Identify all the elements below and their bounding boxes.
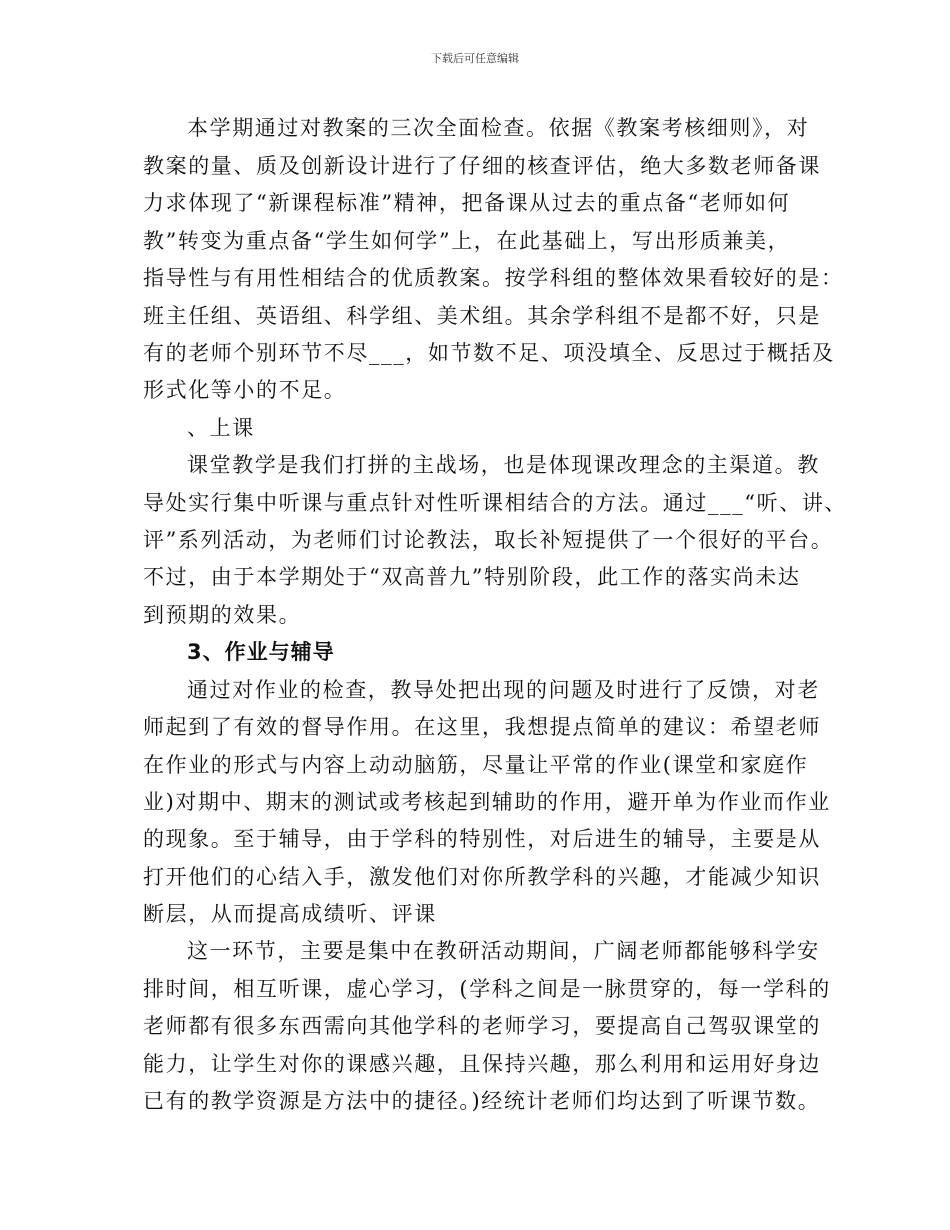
paragraph-line: 导处实行集中听课与重点针对性听课相结合的方法。通过___“听、讲、 (143, 491, 848, 515)
paragraph-line: 的现象。至于辅导，由于学科的特别性，对后进生的辅导，主要是从 (143, 827, 821, 851)
section-heading: 3、作业与辅导 (187, 640, 335, 664)
paragraph-line: 到预期的效果。 (143, 603, 302, 627)
page-header: 下载后可任意编辑 (431, 52, 519, 65)
paragraph-line: 形式化等小的不足。 (143, 378, 347, 402)
paragraph-line: 打开他们的心结入手，激发他们对你所教学科的兴趣，才能减少知识 (143, 865, 821, 889)
paragraph-line: 业)对期中、期末的测试或考核起到辅助的作用，避开单为作业而作业 (143, 790, 831, 814)
paragraph-line: 力求体现了“新课程标准”精神，把备课从过去的重点备“老师如何 (143, 191, 791, 215)
paragraph-line: 能力，让学生对你的课感兴趣，且保持兴趣，那么利用和运用好身边 (143, 1052, 821, 1076)
paragraph-line: 通过对作业的检查，教导处把出现的问题及时进行了反馈，对老 (187, 678, 820, 702)
paragraph-line: 教案的量、质及创新设计进行了仔细的核查评估，绝大多数老师备课 (143, 154, 821, 178)
paragraph-line: 教”转变为重点备“学生如何学”上，在此基础上，写出形质兼美， (143, 229, 791, 253)
paragraph-line: 已有的教学资源是方法中的捷径。)经统计老师们均达到了听课节数。 (143, 1089, 821, 1113)
paragraph-line: 评”系列活动，为老师们讨论教法，取长补短提供了一个很好的平台。 (143, 528, 834, 552)
paragraph-line: 断层，从而提高成绩听、评课 (143, 902, 437, 926)
paragraph-line: 老师都有很多东西需向其他学科的老师学习，要提高自己驾驭课堂的 (143, 1014, 821, 1038)
paragraph-line: 有的老师个别环节不尽___，如节数不足、项没填全、反思过于概括及 (143, 341, 835, 365)
paragraph-line: 班主任组、英语组、科学组、美术组。其余学科组不是都不好，只是 (143, 304, 821, 328)
paragraph-line: 本学期通过对教案的三次全面检查。依据《教案考核细则》，对 (187, 116, 810, 140)
paragraph-line: 这一环节，主要是集中在教研活动期间，广阔老师都能够科学安 (187, 939, 820, 963)
paragraph-line: 排时间，相互听课，虚心学习，(学科之间是一脉贯穿的，每一学科的 (143, 977, 831, 1001)
paragraph-line: 不过，由于本学期处于“双高普九”特别阶段，此工作的落实尚未达 (143, 565, 801, 589)
paragraph-line: 课堂教学是我们打拼的主战场，也是体现课改理念的主渠道。教 (187, 453, 820, 477)
paragraph-line: 在作业的形式与内容上动动脑筋，尽量让平常的作业(课堂和家庭作 (143, 753, 809, 777)
paragraph-line: 指导性与有用性相结合的优质教案。按学科组的整体效果看较好的是： (143, 266, 844, 290)
section-heading: 、上课 (187, 416, 255, 440)
paragraph-line: 师起到了有效的督导作用。在这里，我想提点简单的建议：希望老师 (143, 715, 821, 739)
